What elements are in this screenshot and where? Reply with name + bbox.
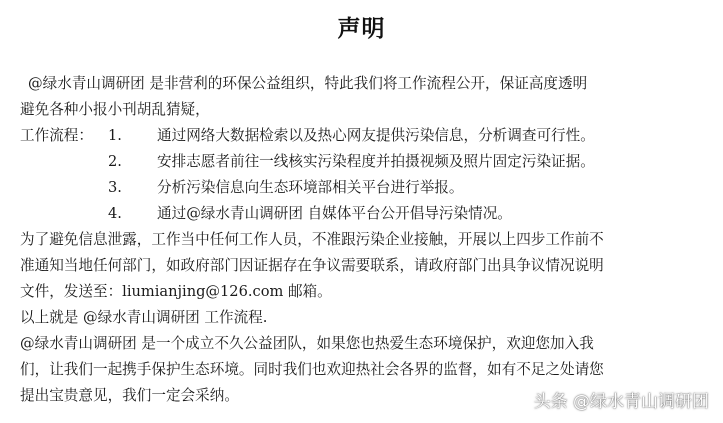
workflow-step: [20, 123, 710, 149]
document-body: [20, 71, 710, 409]
step-number: 2.: [108, 153, 122, 170]
privacy-line-1: 为了避免信息泄露，工作当中任何工作人员，不准跟污染企业接触，开展以上四步工作前不: [20, 231, 604, 248]
step-number: 4.: [108, 205, 122, 222]
summary-line: 以上就是 @绿水青山调研团 工作流程.: [20, 309, 268, 326]
step-text: 分析污染信息向生态环境部相关平台进行举报。: [157, 179, 464, 196]
step-text: 安排志愿者前往一线核实污染程度并拍摄视频及照片固定污染证据。: [157, 153, 595, 170]
closing-line-3: 提出宝贵意见，我们一定会采纳。: [20, 387, 239, 404]
workflow-step: [20, 175, 710, 201]
intro-line-1: @绿水青山调研团 是非营利的环保公益组织，特此我们将工作流程公开，保证高度透明: [28, 75, 588, 92]
document-title: 声明: [337, 16, 386, 42]
watermark: 头条 @绿水青山调研团: [533, 392, 709, 412]
privacy-line-3: 文件，发送至：liumianjing@126.com 邮箱。: [20, 283, 332, 300]
closing-line-1: @绿水青山调研团 是一个成立不久公益团队，如果您也热爱生态环境保护，欢迎您加入我: [20, 335, 594, 352]
closing-line-2: 们，让我们一起携手保护生态环境。同时我们也欢迎热社会各界的监督，如有不足之处请您: [20, 361, 604, 378]
step-text: 通过@绿水青山调研团 自媒体平台公开倡导污染情况。: [157, 205, 512, 222]
workflow-step: [20, 201, 710, 227]
privacy-line-2: 准通知当地任何部门，如政府部门因证据存在争议需要联系，请政府部门出具争议情况说明: [20, 257, 604, 274]
step-number: 3.: [108, 179, 122, 196]
step-number: 1.: [108, 127, 122, 144]
step-text: 通过网络大数据检索以及热心网友提供污染信息，分析调查可行性。: [157, 127, 595, 144]
intro-line-2: 避免各种小报小刊胡乱猜疑，: [20, 101, 210, 118]
workflow-step: [20, 149, 710, 175]
workflow-label: 工作流程：: [20, 127, 93, 144]
